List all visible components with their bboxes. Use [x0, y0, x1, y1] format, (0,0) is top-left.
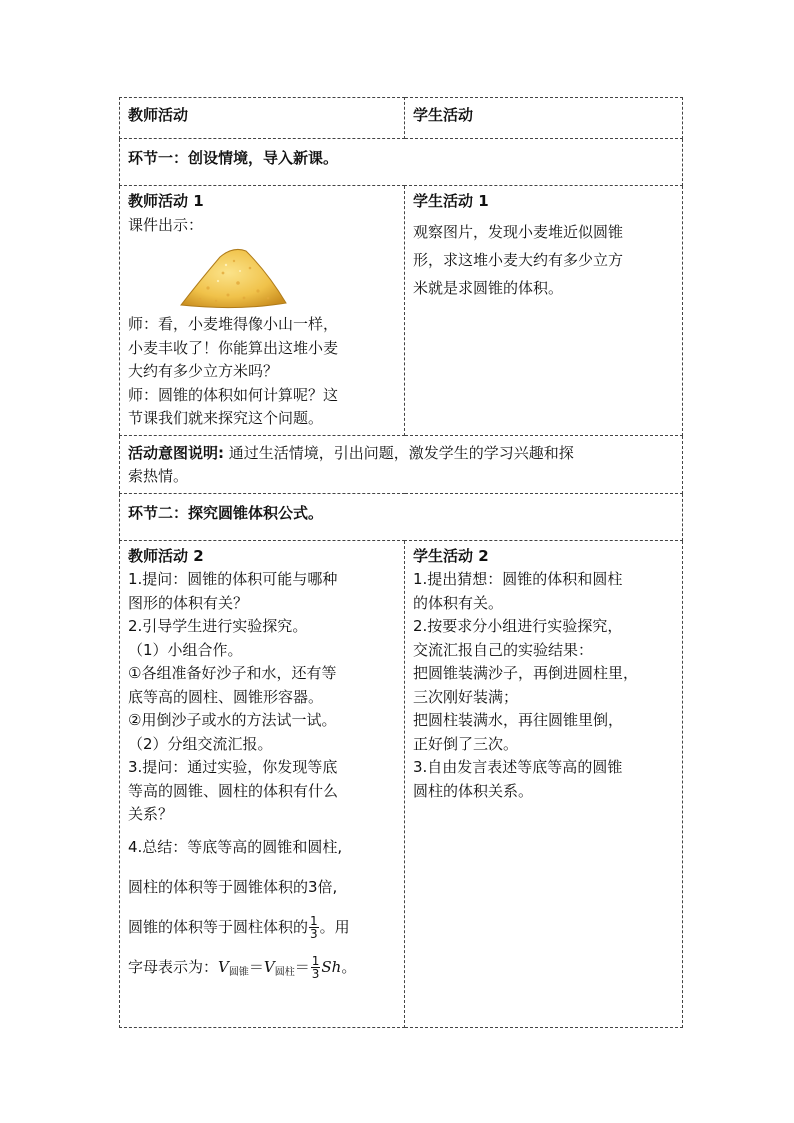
formula-sh: Sh	[321, 957, 342, 976]
summary-line-fraction	[128, 907, 398, 947]
stage2-teacher-line: 2.引导学生进行实验探究。	[128, 617, 308, 635]
stage1-teacher-title: 教师活动 1	[128, 192, 204, 210]
stage2-student-line: 正好倒了三次。	[413, 734, 519, 753]
wheat-pile-image	[178, 243, 288, 309]
fraction-numerator: 1	[310, 913, 318, 928]
stage1-row	[120, 139, 683, 186]
stage1-student-title: 学生活动 1	[413, 192, 489, 210]
header-row	[120, 98, 683, 139]
summary-line: 圆柱的体积等于圆锥体积的3倍,	[128, 877, 338, 896]
student-header: 学生活动	[405, 98, 683, 139]
stage2-teacher-line: 3.提问：通过实验，你发现等底	[128, 758, 338, 776]
stage1-teacher-line: 大约有多少立方米吗？	[128, 362, 279, 380]
stage1-student-line: 米就是求圆锥的体积。	[413, 278, 564, 297]
formula-v-cylinder: V	[263, 957, 275, 976]
formula-v-cone: V	[218, 957, 229, 976]
stage2-student-line: 三次刚好装满；	[413, 687, 519, 706]
fraction-denominator: 3	[310, 926, 318, 941]
stage2-teacher-line: 图形的体积有关？	[128, 593, 249, 612]
stage2-student-cell	[405, 540, 683, 1027]
summary-line: 4.总结：等底等高的圆锥和圆柱,	[128, 837, 343, 856]
stage1-activity-row	[120, 186, 683, 436]
summary-text-end: 。用	[319, 917, 350, 936]
stage2-student-line: 3.自由发言表述等底等高的圆锥	[413, 758, 623, 776]
formula-fraction-denominator: 3	[311, 966, 320, 981]
stage2-student-line: 2.按要求分小组进行实验探究，	[413, 617, 623, 635]
formula-equals: ＝	[248, 957, 264, 976]
stage2-title: 环节二：探究圆锥体积公式。	[120, 493, 683, 540]
stage2-student-line: 圆柱的体积关系。	[413, 781, 534, 800]
stage1-student-line: 形，求这堆小麦大约有多少立方	[413, 250, 624, 269]
stage1-teacher-line: 小麦丰收了！你能算出这堆小麦	[128, 338, 339, 357]
stage2-student-line: 1.提出猜想：圆锥的体积和圆柱	[413, 570, 623, 588]
formula-intro: 字母表示为：	[128, 957, 219, 976]
stage1-student-cell	[405, 186, 683, 436]
formula-line	[128, 947, 398, 993]
stage1-title: 环节一：创设情境，导入新课。	[120, 139, 683, 186]
stage2-teacher-line: （2）分组交流汇报。	[128, 734, 273, 753]
stage1-teacher-cell	[120, 186, 405, 436]
activity-table	[119, 97, 683, 1028]
stage2-student-line: 交流汇报自己的实验结果：	[413, 640, 594, 659]
fraction	[309, 915, 319, 940]
stage2-teacher-line: （1）小组合作。	[128, 640, 243, 659]
formula-fraction	[311, 955, 321, 980]
stage1-teacher-line: 节课我们就来探究这个问题。	[128, 409, 324, 427]
stage2-student-line: 的体积有关。	[413, 593, 504, 612]
formula-sub-cone: 圆锥	[228, 966, 249, 978]
stage2-teacher-line: 底等高的圆柱、圆锥形容器。	[128, 687, 324, 706]
stage2-activity-row	[120, 540, 683, 1027]
formula-sub-cylinder: 圆柱	[274, 966, 295, 978]
intent-row	[120, 435, 683, 493]
intent-label: 活动意图说明:	[128, 443, 224, 462]
lesson-plan	[119, 97, 682, 1028]
stage2-teacher-line: 1.提问：圆锥的体积可能与哪种	[128, 570, 338, 588]
formula-end: 。	[341, 957, 357, 976]
formula-equals-2: ＝	[294, 957, 310, 976]
stage1-student-line: 观察图片，发现小麦堆近似圆锥	[413, 222, 624, 241]
stage2-teacher-line: 关系？	[128, 805, 174, 823]
stage2-teacher-title: 教师活动 2	[128, 546, 204, 565]
stage2-teacher-cell	[120, 540, 405, 1027]
stage2-teacher-line: ②用倒沙子或水的方法试一试。	[128, 711, 337, 729]
summary-text: 圆锥的体积等于圆柱体积的	[128, 917, 309, 936]
stage2-teacher-line: ①各组准备好沙子和水，还有等	[128, 664, 337, 682]
intent-cell	[120, 435, 683, 493]
courseware-label: 课件出示：	[128, 215, 204, 234]
intent-text: 通过生活情境，引出问题，激发学生的学习兴趣和探	[224, 443, 574, 462]
stage1-teacher-line: 师：看，小麦堆得像小山一样，	[128, 315, 339, 333]
stage2-student-line: 把圆柱装满水，再往圆锥里倒，	[413, 711, 624, 729]
formula-fraction-numerator: 1	[311, 953, 320, 968]
stage2-student-title: 学生活动 2	[413, 546, 489, 565]
stage2-student-line: 把圆锥装满沙子，再倒进圆柱里，	[413, 664, 639, 682]
stage2-row	[120, 493, 683, 540]
teacher-header: 教师活动	[120, 98, 405, 139]
stage2-teacher-line: 等高的圆锥、圆柱的体积有什么	[128, 781, 339, 800]
stage1-teacher-line: 师：圆锥的体积如何计算呢？这	[128, 385, 339, 404]
intent-text-2: 索热情。	[128, 467, 189, 485]
